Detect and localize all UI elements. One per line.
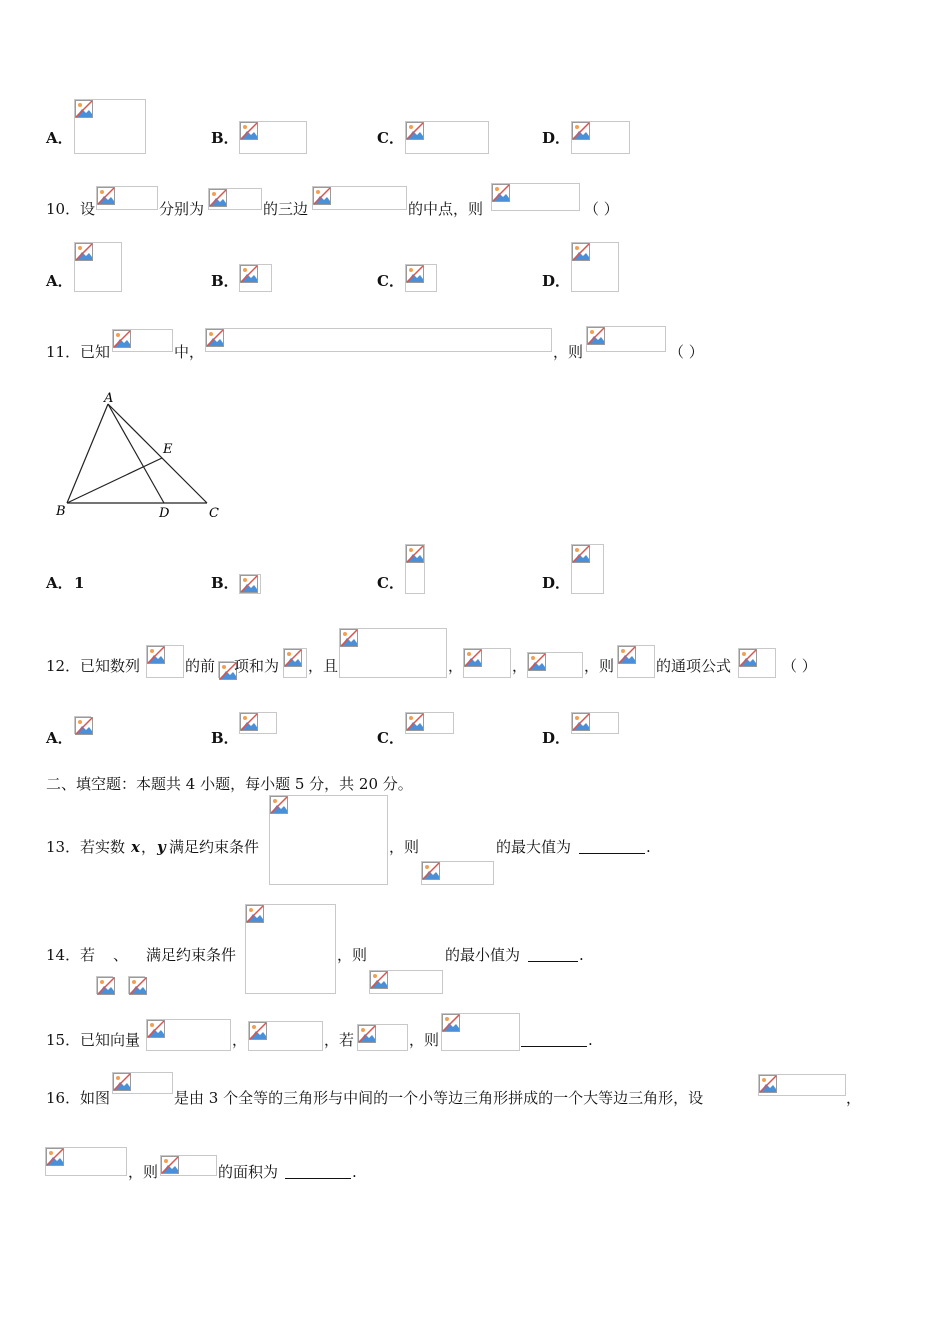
q11-option-d-image [571, 544, 604, 594]
figure-side-ac [108, 404, 207, 503]
q11-triangle-figure [50, 388, 225, 524]
q10-formula-image [96, 186, 158, 210]
q12-option-a-label: A． [46, 729, 73, 747]
broken-image-icon [284, 649, 302, 667]
broken-image-icon [572, 122, 590, 140]
q12-text: ，则 [584, 657, 615, 675]
q10-option-b-label: B． [211, 272, 239, 290]
q12-text: ，且 [308, 657, 339, 675]
broken-image-icon [358, 1025, 376, 1043]
q13-text: 若实数 [80, 838, 126, 856]
q16-number: 16． [46, 1089, 81, 1107]
q10-text: 分别为 [159, 200, 205, 218]
q12-option-d-label: D． [542, 729, 571, 747]
q10-formula-image [312, 186, 407, 210]
q9-option-c-image [405, 121, 489, 154]
q11-option-b-image [239, 574, 261, 594]
q10-option-c-label: C． [377, 272, 404, 290]
q10-text: 的三边 [263, 200, 309, 218]
q10-text: 的中点，则 [408, 200, 484, 218]
broken-image-icon [464, 649, 482, 667]
broken-image-icon [75, 100, 93, 118]
q11-number: 11． [46, 343, 81, 361]
q14-text: 、 [113, 946, 129, 964]
broken-image-icon [340, 629, 358, 647]
broken-image-icon [240, 265, 258, 283]
q12-separator: ， [448, 657, 464, 675]
q16-text: 如图 [80, 1089, 111, 1107]
q12-separator: ， [512, 657, 528, 675]
q14-number: 14． [46, 946, 81, 964]
q13-text: 的最大值为 [496, 838, 572, 856]
broken-image-icon [240, 713, 258, 731]
q16-period: . [352, 1163, 357, 1181]
q11-option-a-label: A． [46, 574, 73, 592]
q16-text: 是由 3 个全等的三角形与中间的一个小等边三角形拼成的一个大等边三角形，设 [174, 1089, 704, 1107]
q10-option-d-image [571, 242, 619, 292]
broken-image-icon [528, 653, 546, 671]
q9-option-d-label: D． [542, 129, 571, 147]
broken-image-icon [97, 977, 115, 995]
q15-text: ，若 [324, 1031, 355, 1049]
broken-image-icon [129, 977, 147, 995]
q12-formula-image [527, 652, 583, 678]
q12-option-a-image [74, 716, 91, 734]
q12-formula-image [617, 645, 655, 678]
broken-image-icon [240, 575, 258, 593]
q16-formula-image [45, 1147, 127, 1176]
q12-answer-paren: （ ） [782, 657, 817, 675]
q12-formula-image [738, 648, 776, 678]
broken-image-icon [406, 545, 424, 563]
q14-variable-image [96, 976, 113, 994]
q11-text: 中， [174, 343, 205, 361]
q16-text: ，则 [128, 1163, 159, 1181]
broken-image-icon [113, 330, 131, 348]
broken-image-icon [147, 1020, 165, 1038]
section-heading: 二、填空题：本题共 4 小题，每小题 5 分，共 20 分。 [46, 775, 413, 793]
broken-image-icon [113, 1073, 131, 1091]
q15-text: ，则 [409, 1031, 440, 1049]
broken-image-icon [147, 646, 165, 664]
q15-number: 15． [46, 1031, 81, 1049]
q11-answer-paren: （ ） [669, 343, 704, 361]
q13-number: 13． [46, 838, 81, 856]
q16-figure-image [112, 1072, 173, 1094]
q13-period: . [646, 838, 651, 856]
q12-option-d-image [571, 712, 619, 734]
q13-text: 满足约束条件 [169, 838, 260, 856]
q14-text: 的最小值为 [445, 946, 521, 964]
q14-period: . [579, 946, 584, 964]
figure-side-ab [67, 404, 108, 503]
q11-option-c-label: C． [377, 574, 404, 592]
q16-text: 的面积为 [218, 1163, 279, 1181]
broken-image-icon [587, 327, 605, 345]
broken-image-icon [406, 122, 424, 140]
q9-option-c-label: C． [377, 129, 404, 147]
q9-option-b-image [239, 121, 307, 154]
broken-image-icon [492, 184, 510, 202]
q10-formula-image [208, 188, 262, 210]
broken-image-icon [206, 329, 224, 347]
q15-vector-image [146, 1019, 231, 1051]
q9-option-d-image [571, 121, 630, 154]
q14-variable-image [128, 976, 145, 994]
q15-separator: ， [232, 1031, 248, 1049]
q12-text: 的通项公式 [656, 657, 732, 675]
q16-formula-image [160, 1155, 217, 1176]
q14-constraint-image [245, 904, 336, 994]
q10-number: 10． [46, 200, 81, 218]
broken-image-icon [406, 713, 424, 731]
figure-segment-be [67, 458, 162, 503]
broken-image-icon [161, 1156, 179, 1174]
figure-label-a: A [104, 391, 114, 406]
broken-image-icon [313, 187, 331, 205]
q14-objective-image [369, 970, 443, 994]
q12-formula-image [218, 661, 234, 678]
q12-text: 的前 [185, 657, 216, 675]
q12-option-b-image [239, 712, 277, 734]
q10-text: 设 [80, 200, 96, 218]
q11-text: ，则 [553, 343, 584, 361]
broken-image-icon [209, 189, 227, 207]
broken-image-icon [759, 1075, 777, 1093]
q10-option-a-image [74, 242, 122, 292]
q11-option-b-label: B． [211, 574, 239, 592]
q12-text: 项和为 [234, 657, 280, 675]
broken-image-icon [739, 649, 757, 667]
q16-formula-image [758, 1074, 846, 1096]
broken-image-icon [249, 1022, 267, 1040]
broken-image-icon [572, 243, 590, 261]
broken-image-icon [97, 187, 115, 205]
q14-text: ，则 [337, 946, 368, 964]
figure-segment-ad [108, 404, 164, 503]
q13-text: ，则 [389, 838, 420, 856]
q11-text: 已知 [80, 343, 111, 361]
q16-separator: ， [846, 1089, 862, 1107]
q11-option-c-image [405, 544, 425, 594]
q12-number: 12． [46, 657, 81, 675]
figure-label-c: C [209, 506, 219, 521]
q13-objective-image [421, 861, 494, 885]
q15-expression-image [441, 1013, 520, 1051]
figure-label-e: E [163, 442, 173, 457]
broken-image-icon [75, 243, 93, 261]
broken-image-icon [246, 905, 264, 923]
q9-option-b-label: B． [211, 129, 239, 147]
broken-image-icon [75, 717, 93, 735]
q12-formula-image [283, 648, 307, 678]
broken-image-icon [422, 862, 440, 880]
q15-vector-image [248, 1021, 323, 1051]
q10-option-d-label: D． [542, 272, 571, 290]
q14-answer-blank[interactable] [528, 947, 578, 962]
q10-option-c-image [405, 264, 437, 292]
q9-option-a-image [74, 99, 146, 154]
q9-option-a-label: A． [46, 129, 73, 147]
broken-image-icon [370, 971, 388, 989]
broken-image-icon [406, 265, 424, 283]
q14-text: 若 [80, 946, 96, 964]
broken-image-icon [618, 646, 636, 664]
q11-formula-image [205, 328, 552, 352]
broken-image-icon [572, 713, 590, 731]
q14-text: 满足约束条件 [146, 946, 237, 964]
q10-option-b-image [239, 264, 272, 292]
q11-option-d-label: D． [542, 574, 571, 592]
broken-image-icon [442, 1014, 460, 1032]
q12-option-c-label: C． [377, 729, 404, 747]
q11-option-a-value: 1 [74, 574, 85, 592]
q15-answer-blank[interactable] [521, 1032, 587, 1047]
figure-label-b: B [56, 504, 66, 519]
q10-answer-paren: （ ） [584, 200, 619, 218]
q10-formula-image [491, 183, 580, 211]
q15-condition-image [357, 1024, 408, 1051]
q12-option-c-image [405, 712, 454, 734]
figure-label-d: D [159, 506, 170, 521]
q16-answer-blank[interactable] [285, 1164, 351, 1179]
q13-separator: ， [141, 838, 157, 856]
q11-formula-image [586, 326, 666, 352]
q13-answer-blank[interactable] [579, 839, 645, 854]
q12-option-b-label: B． [211, 729, 239, 747]
broken-image-icon [572, 545, 590, 563]
q13-variable-x: x [131, 838, 140, 856]
q15-period: . [588, 1031, 593, 1049]
q15-text: 已知向量 [80, 1031, 141, 1049]
q10-option-a-label: A． [46, 272, 73, 290]
q12-formula-image [146, 645, 184, 678]
q12-text: 已知数列 [80, 657, 141, 675]
q13-variable-y: y [157, 838, 166, 856]
q12-formula-image [463, 648, 511, 678]
broken-image-icon [46, 1148, 64, 1166]
q13-constraint-image [269, 795, 388, 885]
broken-image-icon [240, 122, 258, 140]
broken-image-icon [270, 796, 288, 814]
q11-formula-image [112, 329, 173, 352]
q12-formula-image [339, 628, 447, 678]
